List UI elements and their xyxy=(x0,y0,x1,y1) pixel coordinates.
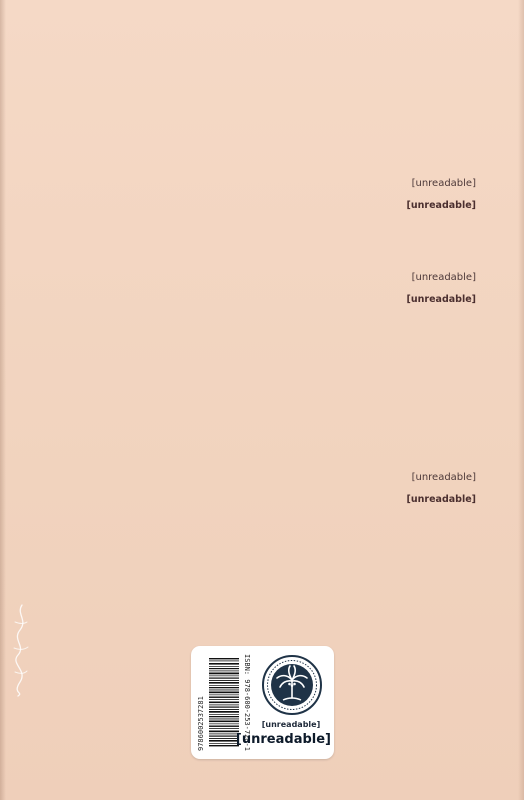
isbn-digits: 9786002537281 xyxy=(197,696,205,751)
blurb-2-text: [unreadable] xyxy=(411,272,476,283)
publisher-name: [unreadable] xyxy=(261,720,321,729)
blurb-2 xyxy=(48,270,476,305)
blurb-1 xyxy=(48,176,476,211)
blurb-3-text: [unreadable] xyxy=(411,472,476,483)
publisher-brand: [unreadable] xyxy=(235,732,331,747)
isbn-label: ISBN: 978-600-253-728-1 xyxy=(243,654,251,751)
blurb-1-attribution: [unreadable] xyxy=(406,200,476,211)
signature-scribble xyxy=(2,600,42,700)
blurb-1-text: [unreadable] xyxy=(411,178,476,189)
blurb-3-attribution: [unreadable] xyxy=(406,494,476,505)
publisher-badge xyxy=(191,646,334,759)
blurb-2-attribution: [unreadable] xyxy=(406,294,476,305)
right-edge-shadow xyxy=(518,0,524,800)
blurb-3 xyxy=(48,470,476,505)
palm-tree-emblem-icon xyxy=(261,654,323,716)
